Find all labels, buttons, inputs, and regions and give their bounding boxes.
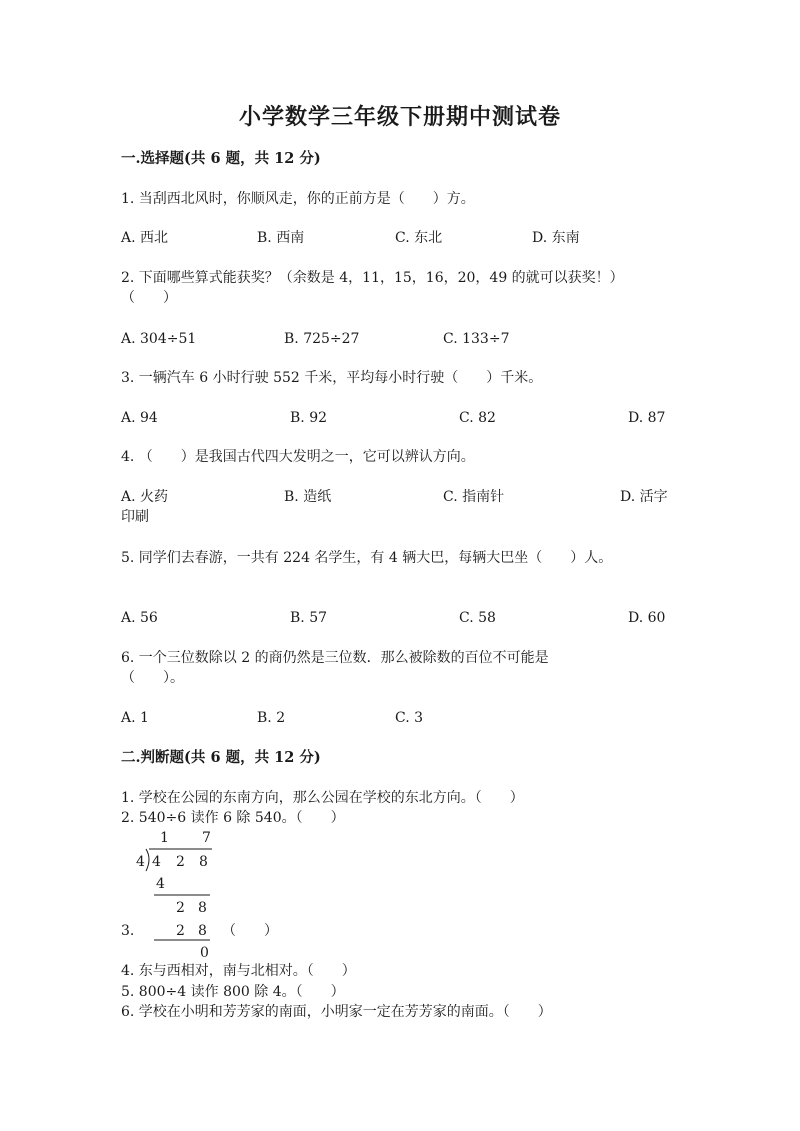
step2-digit-1: 2 bbox=[176, 900, 185, 916]
q3-option-c: C. 82 bbox=[459, 410, 496, 426]
q5-option-d: D. 60 bbox=[628, 610, 666, 626]
step3-digit-1: 2 bbox=[176, 923, 185, 939]
dividend-digit-2: 2 bbox=[176, 854, 185, 870]
remainder: 0 bbox=[200, 945, 209, 961]
q6-option-b: B. 2 bbox=[257, 710, 286, 726]
q6-option-a: A. 1 bbox=[121, 710, 149, 726]
q5-option-a: A. 56 bbox=[121, 610, 158, 626]
q4-option-b: B. 造纸 bbox=[284, 489, 332, 505]
judgment-3-blank: （ ） bbox=[222, 923, 278, 939]
q5-option-b: B. 57 bbox=[290, 610, 328, 626]
quotient-digit-1: 1 bbox=[160, 830, 169, 846]
judgment-2: 2. 540÷6 读作 6 除 540。（ ） bbox=[121, 810, 345, 826]
judgment-6: 6. 学校在小明和芳芳家的南面，小明家一定在芳芳家的南面。（ ） bbox=[121, 1004, 552, 1020]
question-4-stem: 4. （ ）是我国古代四大发明之一，它可以辨认方向。 bbox=[121, 449, 475, 465]
long-division-figure bbox=[136, 826, 226, 962]
step2-digit-2: 8 bbox=[198, 900, 207, 916]
judgment-5: 5. 800÷4 读作 800 除 4。（ ） bbox=[121, 984, 345, 1000]
q4-option-a: A. 火药 bbox=[121, 489, 169, 505]
question-2-stem: 2. 下面哪些算式能获奖？（余数是 4，11，15，16，20，49 的就可以获奖！） bbox=[121, 270, 624, 286]
q4-option-d-wrap: 印刷 bbox=[121, 509, 149, 525]
section-heading-choice: 一.选择题(共 6 题，共 12 分) bbox=[121, 150, 321, 167]
section-heading-judgment: 二.判断题(共 6 题，共 12 分) bbox=[121, 749, 321, 766]
q1-option-c: C. 东北 bbox=[395, 230, 443, 246]
page-title: 小学数学三年级下册期中测试卷 bbox=[238, 104, 561, 130]
q2-option-a: A. 304÷51 bbox=[121, 331, 197, 347]
dividend-digit-3: 8 bbox=[199, 854, 208, 870]
step1-digit: 4 bbox=[156, 876, 165, 892]
q1-option-d: D. 东南 bbox=[532, 230, 580, 246]
quotient-digit-2: 7 bbox=[202, 830, 211, 846]
divisor: 4 bbox=[136, 854, 145, 870]
question-3-stem: 3. 一辆汽车 6 小时行驶 552 千米，平均每小时行驶（ ）千米。 bbox=[121, 370, 543, 386]
q3-option-d: D. 87 bbox=[628, 410, 666, 426]
q5-option-c: C. 58 bbox=[459, 610, 496, 626]
q1-option-b: B. 西南 bbox=[257, 230, 305, 246]
q4-option-d: D. 活字 bbox=[620, 489, 668, 505]
question-6-stem: 6. 一个三位数除以 2 的商仍然是三位数．那么被除数的百位不可能是 bbox=[121, 650, 549, 666]
judgment-3-number: 3. bbox=[121, 923, 135, 939]
question-5-stem: 5. 同学们去春游，一共有 224 名学生，有 4 辆大巴，每辆大巴坐（ ）人。 bbox=[121, 550, 613, 566]
q6-option-c: C. 3 bbox=[395, 710, 424, 726]
question-6-blank: （ ）。 bbox=[121, 670, 184, 686]
q1-option-a: A. 西北 bbox=[121, 230, 169, 246]
question-2-blank: （ ） bbox=[121, 290, 177, 306]
q3-option-a: A. 94 bbox=[121, 410, 158, 426]
dividend-digit-1: 4 bbox=[152, 854, 161, 870]
judgment-1: 1. 学校在公园的东南方向，那么公园在学校的东北方向。（ ） bbox=[121, 790, 524, 806]
step3-digit-2: 8 bbox=[198, 923, 207, 939]
q2-option-b: B. 725÷27 bbox=[284, 331, 360, 347]
q2-option-c: C. 133÷7 bbox=[443, 331, 510, 347]
judgment-4: 4. 东与西相对，南与北相对。（ ） bbox=[121, 963, 356, 979]
question-1-stem: 1. 当刮西北风时，你顺风走，你的正前方是（ ）方。 bbox=[121, 191, 475, 207]
q4-option-c: C. 指南针 bbox=[443, 489, 505, 505]
q3-option-b: B. 92 bbox=[290, 410, 328, 426]
